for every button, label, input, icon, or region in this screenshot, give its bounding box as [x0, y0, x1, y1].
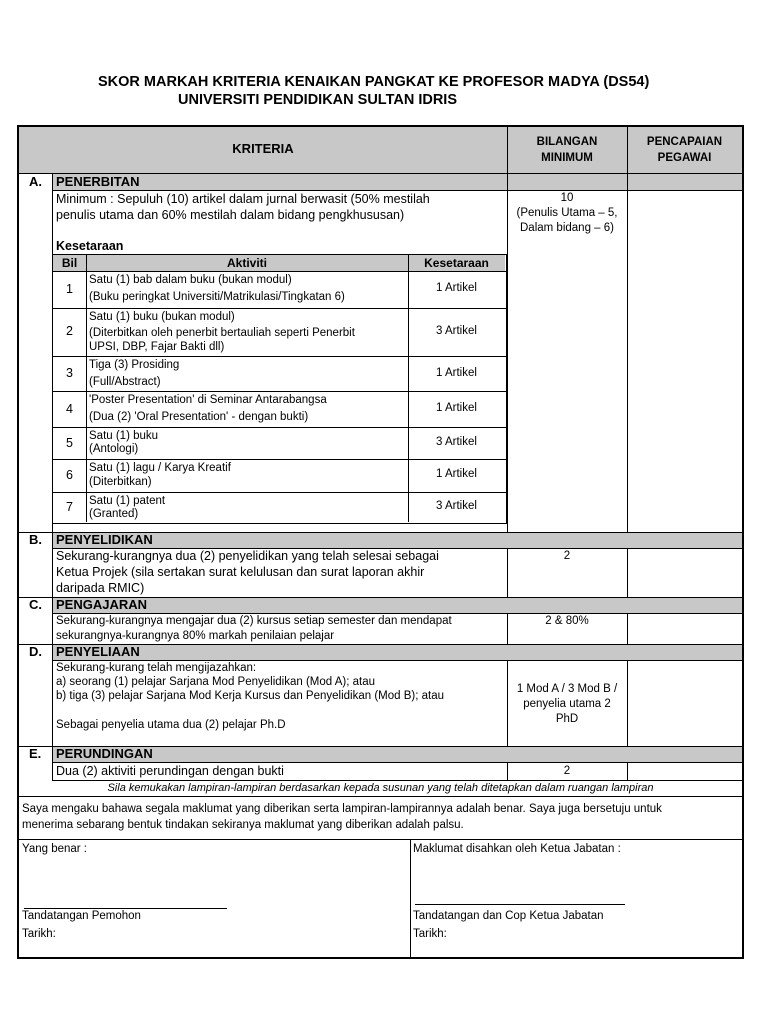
section-d-bilangan-2: penyelia utama 2: [523, 698, 611, 710]
section-c-letter: C.: [29, 597, 42, 612]
col-kriteria: KRITERIA: [232, 141, 294, 156]
section-d-line3: b) tiga (3) pelajar Sarjana Mod Kerja Kursus dan Penyelidikan (Mod B); atau: [56, 690, 445, 702]
kesetaraan-label: Kesetaraan: [56, 239, 124, 253]
section-a-title: PENERBITAN: [56, 174, 140, 189]
section-d-letter: D.: [29, 644, 42, 659]
col-pencapaian-2: PEGAWAI: [657, 152, 712, 164]
section-a-letter: A.: [29, 174, 42, 189]
section-a-bilangan-3: Dalam bidang – 6): [520, 222, 614, 234]
section-e-title: PERUNDINGAN: [56, 746, 153, 761]
yang-benar-label: Yang benar :: [22, 843, 88, 855]
section-d-line4: Sebagai penyelia utama dua (2) pelajar Ph.D: [56, 719, 286, 731]
th-aktiviti: Aktiviti: [226, 256, 267, 270]
section-e-line1: Dua (2) aktiviti perundingan dengan bukti: [56, 764, 284, 778]
section-e-bilangan: 2: [563, 765, 571, 777]
table-row: 1 Satu (1) bab dalam buku (bukan modul) (Buku peringkat Universiti/Matrikulasi/Tingkatan 6) 1 Artikel: [53, 271, 506, 308]
section-e-bar: [52, 746, 742, 762]
section-c-bar: [52, 597, 742, 613]
section-c-line2: sekurangnya-kurangnya 80% markah penilaian pelajar: [56, 630, 335, 642]
section-d-bilangan-3: PhD: [555, 713, 579, 725]
col-pencapaian-1: PENCAPAIAN: [646, 136, 723, 148]
verification-label: Maklumat disahkan oleh Ketua Jabatan :: [413, 843, 621, 855]
section-b-bilangan: 2: [563, 550, 571, 562]
hod-signature-line: [415, 904, 625, 905]
criteria-form: [17, 125, 744, 959]
table-row: 3 Tiga (3) Prosiding (Full/Abstract) 1 Artikel: [53, 356, 506, 391]
section-b-line3: daripada RMIC): [56, 581, 145, 595]
section-d-line2: a) seorang (1) pelajar Sarjana Mod Penyelidikan (Mod A); atau: [56, 676, 375, 688]
section-a-min-line1: Minimum : Sepuluh (10) artikel dalam jurnal berwasit (50% mestilah: [56, 192, 430, 206]
section-b-title: PENYELIDIKAN: [56, 532, 153, 547]
th-kesetaraan: Kesetaraan: [424, 256, 489, 270]
section-b-bar: [52, 532, 742, 548]
section-d-title: PENYELIAAN: [56, 644, 140, 659]
declaration-line1: Saya mengaku bahawa segala maklumat yang diberikan serta lampiran-lampirannya adalah benar. Saya juga bersetuju untuk: [22, 803, 662, 815]
section-d-line1: Sekurang-kurang telah mengijazahkan:: [56, 662, 257, 674]
section-b-letter: B.: [29, 532, 42, 547]
hod-date-label: Tarikh:: [413, 928, 447, 940]
table-row: 6 Satu (1) lagu / Karya Kreatif (Diterbitkan) 1 Artikel: [53, 459, 506, 492]
section-a-min-line2: penulis utama dan 60% mestilah dalam bidang pengkhususan): [56, 208, 405, 222]
applicant-date-label: Tarikh:: [22, 928, 56, 940]
declaration-line2: menerima sebarang bentuk tindakan sekiranya maklumat yang diberikan adalah palsu.: [22, 819, 464, 831]
section-a-bilangan-2: (Penulis Utama – 5,: [516, 207, 618, 219]
table-row: 7 Satu (1) patent (Granted) 3 Artikel: [53, 492, 506, 522]
section-e-letter: E.: [29, 746, 42, 761]
th-bil: Bil: [61, 256, 78, 270]
col-bilangan-1: BILANGAN: [536, 136, 598, 148]
university-name: UNIVERSITI PENDIDIKAN SULTAN IDRIS: [178, 92, 458, 108]
document-title: SKOR MARKAH KRITERIA KENAIKAN PANGKAT KE PROFESOR MADYA (DS54): [98, 74, 650, 90]
table-row: 4 'Poster Presentation' di Seminar Antarabangsa (Dua (2) 'Oral Presentation' - dengan bukti) 1 Artikel: [53, 391, 506, 427]
section-c-line1: Sekurang-kurangnya mengajar dua (2) kursus setiap semester dan mendapat: [56, 615, 452, 627]
col-bilangan-2: MINIMUM: [541, 152, 593, 164]
lampiran-note: Sila kemukakan lampiran-lampiran berdasarkan kepada susunan yang telah ditetapkan dalam ruangan lampiran: [107, 782, 654, 794]
section-b-line2: Ketua Projek (sila sertakan surat kelulusan dan surat laporan akhir: [56, 565, 425, 579]
table-row: 2 Satu (1) buku (bukan modul) (Diterbitkan oleh penerbit bertauliah seperti Penerbit UPSI, DBP, Fajar Bakti dll) 3 Artikel: [53, 308, 506, 356]
kesetaraan-table: [52, 254, 507, 524]
section-c-title: PENGAJARAN: [56, 597, 148, 612]
section-c-bilangan: 2 & 80%: [545, 615, 589, 627]
section-a-bilangan-1: 10: [560, 192, 574, 204]
hod-signature-label: Tandatangan dan Cop Ketua Jabatan: [413, 910, 604, 922]
section-d-bar: [52, 644, 742, 660]
section-d-bilangan-1: 1 Mod A / 3 Mod B /: [516, 683, 618, 695]
applicant-signature-label: Tandatangan Pemohon: [22, 910, 141, 922]
section-b-line1: Sekurang-kurangnya dua (2) penyelidikan yang telah selesai sebagai: [56, 549, 439, 563]
table-row: 5 Satu (1) buku (Antologi) 3 Artikel: [53, 427, 506, 459]
section-a-bar: [52, 173, 742, 190]
